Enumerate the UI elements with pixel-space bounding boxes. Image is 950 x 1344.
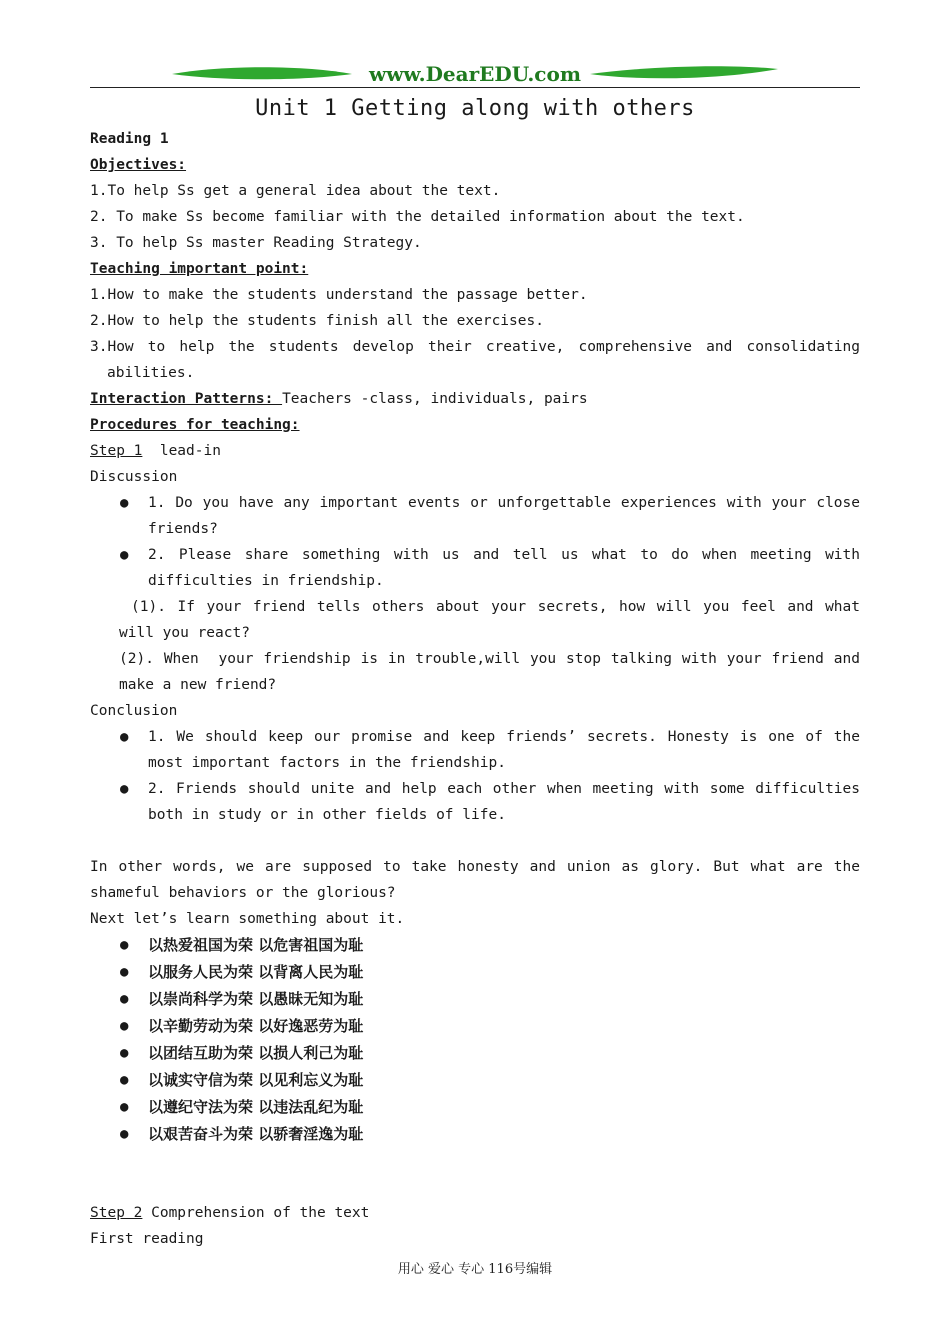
honor-item-text: 以团结互助为荣 以损人利己为耻 [148, 1044, 364, 1062]
step-1-label: Step 1 [90, 443, 143, 459]
next-line: Next let’s learn something about it. [90, 911, 405, 927]
honor-item-text: 以崇尚科学为荣 以愚昧无知为耻 [148, 990, 364, 1008]
important-point-item: 3.How to help the students develop their creative, comprehensive and consolidating abilities. [90, 339, 869, 381]
interaction-patterns [90, 386, 860, 412]
objective-item: 1.To help Ss get a general idea about the text. [90, 183, 501, 199]
page-title: Unit 1 Getting along with others [255, 96, 695, 121]
honor-item [90, 1121, 860, 1148]
discussion-item [90, 490, 869, 542]
page-header [90, 60, 860, 90]
important-point-heading: Teaching important point: [90, 261, 309, 277]
discussion-item-text: 1. Do you have any important events or unforgettable experiences with your close friends? [148, 495, 869, 537]
step-2-heading [90, 1200, 860, 1226]
bullet-icon: ● [120, 964, 129, 980]
bullet-icon: ● [120, 781, 129, 797]
honor-item [90, 1040, 860, 1067]
bullet-icon: ● [120, 1045, 129, 1061]
bullet-icon: ● [120, 729, 129, 745]
honor-item [90, 1067, 860, 1094]
first-reading-label: First reading [90, 1231, 204, 1247]
conclusion-item [90, 724, 869, 776]
conclusion-item-text: 1. We should keep our promise and keep friends’ secrets. Honesty is one of the most important factors in the friendship. [148, 729, 869, 771]
conclusion-item [90, 776, 869, 828]
header-divider [90, 87, 860, 88]
step-2-label: Step 2 [90, 1205, 143, 1221]
sub-question: (2). When your friendship is in trouble,will you stop talking with your friend and make a new friend? [119, 651, 869, 693]
bullet-icon: ● [120, 937, 129, 953]
bullet-icon: ● [120, 495, 129, 511]
page-footer: 用心 爱心 专心 116号编辑 [397, 1262, 553, 1277]
objective-item: 2. To make Ss become familiar with the detailed information about the text. [90, 209, 745, 225]
bullet-icon: ● [120, 547, 129, 563]
honor-item [90, 1094, 860, 1121]
spacer [90, 1174, 860, 1200]
dearedu-logo [90, 60, 860, 88]
sub-question: (1). If your friend tells others about your secrets, how will you feel and what will you react? [119, 599, 869, 641]
honor-item-text: 以辛勤劳动为荣 以好逸恶劳为耻 [148, 1017, 364, 1035]
conclusion-item-text: 2. Friends should unite and help each other when meeting with some difficulties both in study or in other fields of life. [148, 781, 869, 823]
discussion-label: Discussion [90, 469, 178, 485]
interaction-label: Interaction Patterns: [90, 391, 283, 407]
document-body [90, 126, 869, 1252]
step-2-title: Comprehension of the text [142, 1205, 370, 1221]
bullet-icon: ● [120, 1018, 129, 1034]
honor-item [90, 1013, 860, 1040]
conclusion-label: Conclusion [90, 703, 178, 719]
paragraph: In other words, we are supposed to take honesty and union as glory. But what are the shameful behaviors or the glorious? [90, 859, 869, 901]
honor-item [90, 932, 860, 959]
spacer [90, 828, 860, 854]
honor-item [90, 959, 860, 986]
important-point-item: 2.How to help the students finish all the exercises. [90, 313, 544, 329]
step-1-heading [90, 438, 860, 464]
honor-item [90, 986, 860, 1013]
spacer [90, 1148, 860, 1174]
honor-item-text: 以诚实守信为荣 以见利忘义为耻 [148, 1071, 364, 1089]
bullet-icon: ● [120, 1099, 129, 1115]
discussion-item-text: 2. Please share something with us and tell us what to do when meeting with difficulties in friendship. [148, 547, 869, 589]
objectives-heading: Objectives: [90, 157, 187, 173]
honor-item-text: 以服务人民为荣 以背离人民为耻 [148, 963, 364, 981]
reading-heading: Reading 1 [90, 131, 169, 147]
honor-item-text: 以热爱祖国为荣 以危害祖国为耻 [148, 936, 364, 954]
bullet-icon: ● [120, 1072, 129, 1088]
objective-item: 3. To help Ss master Reading Strategy. [90, 235, 422, 251]
bullet-icon: ● [120, 991, 129, 1007]
procedures-heading: Procedures for teaching: [90, 417, 300, 433]
interaction-value: Teachers -class, individuals, pairs [282, 391, 588, 407]
logo-text: www.DearEDU.com [368, 62, 582, 86]
honor-item-text: 以艰苦奋斗为荣 以骄奢淫逸为耻 [148, 1125, 364, 1143]
honor-item-text: 以遵纪守法为荣 以违法乱纪为耻 [148, 1098, 364, 1116]
discussion-item [90, 542, 869, 594]
important-point-item: 1.How to make the students understand the passage better. [90, 287, 588, 303]
step-1-title: lead-in [142, 443, 221, 459]
bullet-icon: ● [120, 1126, 129, 1142]
